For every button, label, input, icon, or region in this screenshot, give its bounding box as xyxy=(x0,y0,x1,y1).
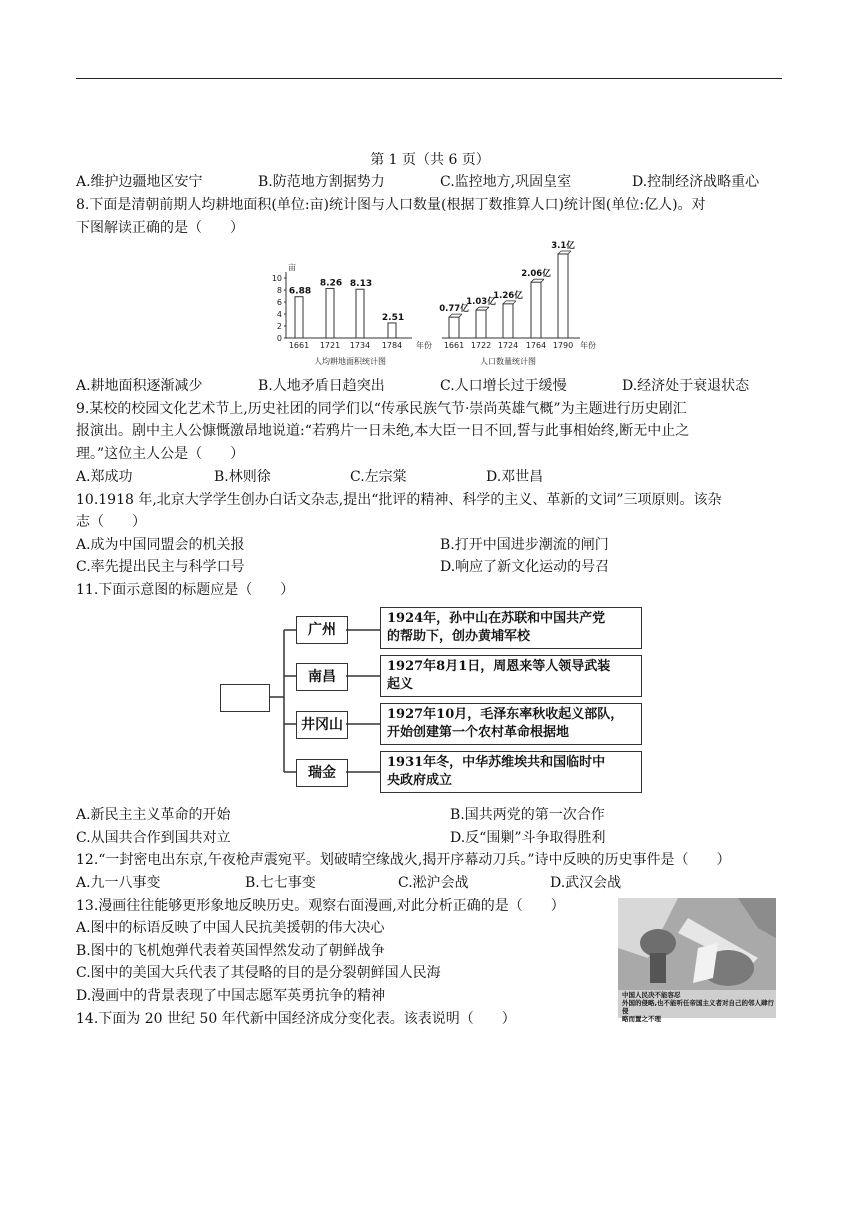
q8-stem-line2: 下图解读正确的是（ ） xyxy=(76,220,244,236)
city-box-jinggangshan: 井冈山 xyxy=(296,711,348,739)
event-box-nanchang xyxy=(380,655,642,697)
y-tick-label: 0 xyxy=(276,334,282,343)
q10-stem-line1: 10.1918 年,北京大学学生创办白话文杂志,提出“批评的精神、科学的主义、革新的文词”三项原则。该杂 xyxy=(76,492,722,508)
event-text-line: 1931年冬，中华苏维埃共和国临时中 xyxy=(387,755,606,770)
q9-stem-line2: 报演出。剧中主人公慷慨激昂地说道:“若鸦片一日未绝,本大臣一日不回,誓与此事相始终,断无中止之 xyxy=(76,423,690,439)
war-cartoon-image xyxy=(618,898,776,1023)
data-label: 1.03亿 xyxy=(466,297,496,308)
q13-option-b: B.图中的飞机炮弹代表着英国悍然发动了朝鲜战争 xyxy=(76,943,385,959)
q8-stem-line1: 8.下面是清朝前期人均耕地面积(单位:亩)统计图与人口数量(根据丁数推算人口)统计图(单位:亿人)。对 xyxy=(76,197,706,213)
x-tick-label: 1790 xyxy=(552,341,574,350)
y-axis-label: 亩 xyxy=(288,263,296,272)
x-tick-label: 1721 xyxy=(319,341,341,350)
q12-option-c: C.淞沪会战 xyxy=(398,875,469,891)
data-label: 8.26 xyxy=(319,278,343,289)
q13-option-c: C.图中的美国大兵代表了其侵略的目的是分裂朝鲜国人民海 xyxy=(76,965,441,981)
q9-option-d: D.邓世昌 xyxy=(486,469,544,485)
q13-option-a: A.图中的标语反映了中国人民抗美援朝的伟大决心 xyxy=(76,920,385,936)
page-footer: 第 1 页（共 6 页） xyxy=(370,152,490,168)
q11-option-d: D.反“围剿”斗争取得胜利 xyxy=(450,830,606,846)
q9-option-b: B.林则徐 xyxy=(214,469,271,485)
chart-title: 人口数量统计图 xyxy=(480,357,536,366)
q11-stem: 11.下面示意图的标题应是（ ） xyxy=(76,582,295,598)
q9-stem-line1: 9.某校的校园文化艺术节上,历史社团的同学们以“传承民族气节·崇尚英雄气概”为主题进行历史剧汇 xyxy=(76,401,687,417)
q8-option-c: C.人口增长过于缓慢 xyxy=(440,378,567,394)
q12-option-b: B.七七事变 xyxy=(245,875,316,891)
q9-stem-line3: 理。”这位主人公是（ ） xyxy=(76,446,245,462)
q8-option-d: D.经济处于衰退状态 xyxy=(622,378,750,394)
q11-option-a: A.新民主主义革命的开始 xyxy=(76,807,231,823)
q10-option-a: A.成为中国同盟会的机关报 xyxy=(76,537,245,553)
title-blank-box xyxy=(220,684,270,712)
y-tick-label: 2 xyxy=(276,322,282,331)
q13-stem: 13.漫画往往能够更形象地反映历史。观察右面漫画,对此分析正确的是（ ） xyxy=(76,898,565,914)
x-tick-label: 1764 xyxy=(525,341,547,350)
y-tick-label: 8 xyxy=(276,286,282,295)
data-label: 0.77亿 xyxy=(439,304,469,315)
data-label: 1.26亿 xyxy=(493,290,523,301)
x-tick-label: 1784 xyxy=(381,341,403,350)
event-text-line: 的帮助下，创办黄埔军校 xyxy=(387,629,531,644)
city-box-guangzhou: 广州 xyxy=(296,616,348,644)
cartoon-caption-line: 外国的侵略,也不能听任帝国主义者对自己的邻人肆行侵 xyxy=(622,999,774,1015)
cartoon-caption-line: 中国人民决不能容忍 xyxy=(622,991,681,999)
x-axis-label: 年份 xyxy=(580,341,596,350)
q7-option-a: A.维护边疆地区安宁 xyxy=(76,174,203,190)
city-box-nanchang: 南昌 xyxy=(296,663,348,691)
data-label: 2.51 xyxy=(381,312,405,323)
q7-option-b: B.防范地方割据势力 xyxy=(258,174,385,190)
q10-option-b: B.打开中国进步潮流的闸门 xyxy=(440,537,609,553)
q8-option-b: B.人地矛盾日趋突出 xyxy=(258,378,385,394)
event-text-line: 1927年8月1日，周恩来等人领导武装 xyxy=(387,659,611,674)
q11-option-c: C.从国共合作到国共对立 xyxy=(76,830,231,846)
y-tick-label: 10 xyxy=(271,274,282,283)
q9-option-c: C.左宗棠 xyxy=(350,469,407,485)
y-tick-label: 4 xyxy=(276,310,282,319)
x-tick-label: 1724 xyxy=(497,341,519,350)
q8-option-a: A.耕地面积逐渐减少 xyxy=(76,378,203,394)
data-label: 2.06亿 xyxy=(521,269,551,280)
q14-stem: 14.下面为 20 世纪 50 年代新中国经济成分变化表。该表说明（ ） xyxy=(76,1011,516,1027)
x-axis-label: 年份 xyxy=(416,341,432,350)
cartoon-caption-line: 略而置之不理 xyxy=(622,1015,661,1023)
event-text-line: 起义 xyxy=(387,677,414,692)
q12-stem: 12.“一封密电出东京,午夜枪声震宛平。划破晴空缘战火,揭开序幕动刀兵。”诗中反映的历史事件是（ ） xyxy=(76,852,731,868)
chart-title: 人均耕地面积统计图 xyxy=(314,357,386,366)
event-text-line: 央政府成立 xyxy=(387,773,453,788)
q12-option-a: A.九一八事变 xyxy=(76,875,161,891)
q11-option-b: B.国共两党的第一次合作 xyxy=(450,807,605,823)
x-tick-label: 1734 xyxy=(349,341,371,350)
data-label: 6.88 xyxy=(288,286,312,297)
q10-option-d: D.响应了新文化运动的号召 xyxy=(440,559,610,575)
y-tick-label: 6 xyxy=(276,298,282,307)
q9-option-a: A.郑成功 xyxy=(76,469,133,485)
x-tick-label: 1722 xyxy=(470,341,492,350)
q7-option-c: C.监控地方,巩固皇室 xyxy=(440,174,572,190)
event-text-line: 开始创建第一个农村革命根据地 xyxy=(387,725,570,740)
q13-option-d: D.漫画中的背景表现了中国志愿军英勇抗争的精神 xyxy=(76,988,386,1004)
event-box-ruijin xyxy=(380,751,642,793)
data-label: 8.13 xyxy=(349,279,373,290)
city-box-ruijin: 瑞金 xyxy=(296,759,348,787)
event-text-line: 1924年，孙中山在苏联和中国共产党 xyxy=(387,611,606,626)
q7-option-d: D.控制经济战略重心 xyxy=(632,174,760,190)
q10-stem-line2: 志（ ） xyxy=(76,514,146,530)
event-text-line: 1927年10月，毛泽东率秋收起义部队， xyxy=(387,707,624,722)
data-label: 3.1亿 xyxy=(551,241,575,251)
event-box-guangzhou xyxy=(380,607,642,649)
x-tick-label: 1661 xyxy=(288,341,310,350)
q10-option-c: C.率先提出民主与科学口号 xyxy=(76,559,245,575)
event-box-jinggangshan xyxy=(380,703,642,745)
x-tick-label: 1661 xyxy=(443,341,465,350)
q12-option-d: D.武汉会战 xyxy=(550,875,622,891)
